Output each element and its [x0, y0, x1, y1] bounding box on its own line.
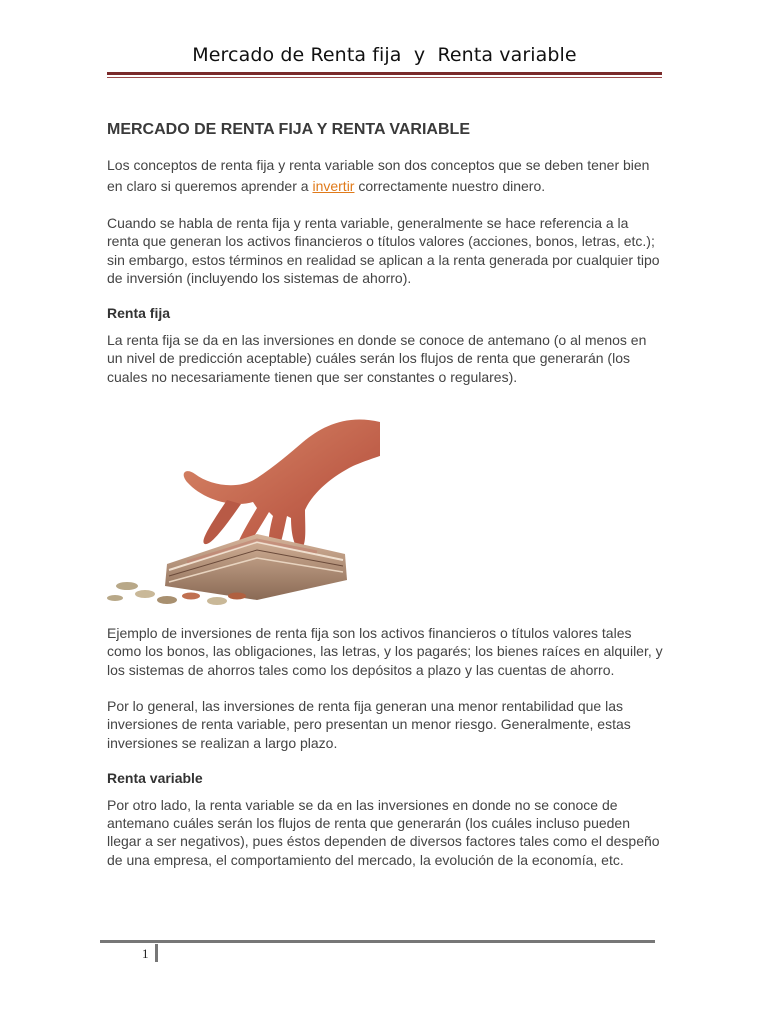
hand-money-illustration — [107, 404, 380, 606]
definition-paragraph: Cuando se habla de renta fija y renta variable, generalmente se hace referencia a la renta que generan los activos financieros o títulos valores (acciones, bonos, letras, etc.); sin embargo, estos términos en realidad se aplican a la renta generada por cualquier tipo de inversión (incluyendo los sistemas de ahorro). — [107, 215, 660, 286]
header-rule-thick — [107, 72, 662, 75]
intro-text-after: correctamente nuestro dinero. — [354, 178, 546, 194]
risk-paragraph: Por lo general, las inversiones de renta fija generan una menor rentabilidad que las inversiones de renta variable, pero presentan un menor riesgo. Generalmente, estas inversiones se realizan a largo plazo. — [107, 697, 631, 751]
examples-paragraph: Ejemplo de inversiones de renta fija son los activos financieros o títulos valores tales como los bonos, las obligaciones, las letras, y los pagarés; los bienes raíces en alquiler, y los sistemas de ahorros tales como los depósitos a plazo y las cuentas de ahorro. — [107, 625, 663, 678]
renta-fija-paragraph: La renta fija se da en las inversiones en donde se conoce de antemano (o al menos en un nivel de predicción aceptable) cuáles serán los flujos de renta que generarán (los cuales no necesariamente tienen que ser constantes o regulares). — [107, 332, 647, 385]
article-title: MERCADO DE RENTA FIJA Y RENTA VARIABLE — [107, 121, 470, 138]
page-number: 1 — [142, 946, 149, 961]
header-rule-thin — [107, 77, 662, 78]
article-body — [107, 121, 663, 887]
intro-paragraph — [107, 155, 663, 197]
renta-variable-paragraph: Por otro lado, la renta variable se da en las inversiones en donde no se conoce de antemano cuáles serán los flujos de renta que generarán (los cuáles incluso pueden llegar a ser negativos), pues éstos dependen de diversos factores tales como el despeño de una empresa, el comportamiento del mercado, la evolución de la economía, etc. — [107, 796, 660, 868]
footer-rule — [100, 940, 655, 943]
heading-renta-fija: Renta fija — [107, 305, 171, 322]
invertir-link[interactable]: invertir — [312, 178, 355, 194]
hand-money-photo — [107, 404, 380, 606]
heading-renta-variable: Renta variable — [107, 769, 203, 786]
page-header-title: Mercado de Renta fija y Renta variable — [192, 44, 577, 66]
page-number-divider — [155, 944, 158, 962]
intro-text-before: Los conceptos de renta fija y renta variable son dos conceptos que se deben tener bien en claro si queremos aprender a — [107, 157, 650, 194]
